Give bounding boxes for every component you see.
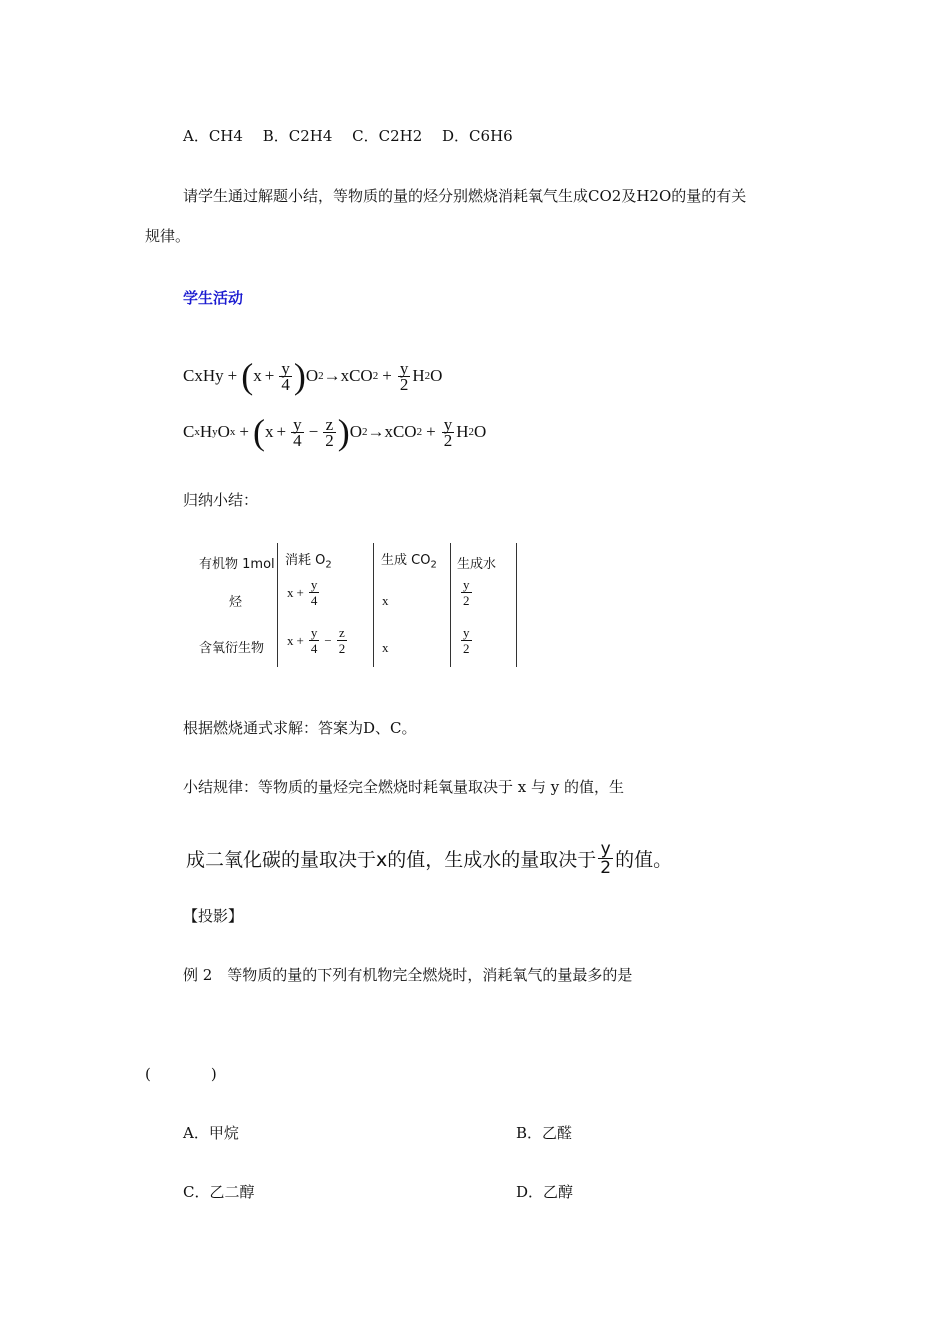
- choice-a: A．甲烷: [183, 1124, 239, 1142]
- choice-c: C．乙二醇: [183, 1183, 255, 1201]
- combustion-equation-oxygenated: C x H y O x + ( x + $\frac{y}{4}$ − $\frac{z}{2}$ ) O 2 → x CO 2 + $\frac{y}{2}$ H 2 O: [183, 412, 487, 452]
- rule-line-2: 成二氧化碳的量取决于x的值，生成水的量取决于 $\frac{y}{2}$ 的值。: [186, 838, 673, 878]
- rule-line-1: 小结规律：等物质的量烃完全燃烧时耗氧量取决于 x 与 y 的值，生: [183, 778, 625, 796]
- fraction-y-over-4: $\frac{y}{4}$: [281, 358, 290, 394]
- fraction-y-over-2: $\frac{y}{2}$: [600, 838, 612, 878]
- reaction-arrow: →: [323, 366, 341, 385]
- table-cell-oxygen-hydrocarbon: x + $\frac{y}{4}$: [287, 577, 318, 608]
- summary-table: [195, 543, 525, 668]
- summary-label: 归纳小结：: [183, 491, 259, 509]
- table-divider: [277, 543, 278, 667]
- table-cell-oxygen-oxygenated: x + $\frac{y}{4}$ − $\frac{z}{2}$: [287, 625, 346, 656]
- fraction-y-over-2: $\frac{y}{2}$: [399, 358, 409, 394]
- combustion-equation-hydrocarbon: CxHy + ( x + $\frac{y}{4}$ ) O 2 → x CO 2 + $\frac{y}{2}$ H 2 O: [183, 356, 443, 396]
- table-row-oxygenated-label: 含氧衍生物: [199, 641, 265, 656]
- table-header-oxygen: 消耗 $O_2$: [285, 553, 332, 571]
- table-header-water: 生成水: [457, 557, 497, 572]
- options-line-1: A．CH4 B．C2H4 C．C2H2 D．C6H6: [183, 127, 513, 145]
- table-header-co2: 生成 $CO_2$: [381, 553, 437, 571]
- table-cell-water-hydrocarbon: $\frac{y}{2}$: [463, 577, 470, 608]
- example-2-question: 例 2 等物质的量的下列有机物完全燃烧时，消耗氧气的量最多的是: [183, 966, 633, 984]
- table-row-hydrocarbon-label: 烃: [229, 595, 243, 610]
- intro-line-2: 规律。: [145, 227, 191, 245]
- answer-parentheses: ( ): [145, 1065, 217, 1083]
- table-cell-co2-hydrocarbon: x: [382, 593, 389, 608]
- answer-line: 根据燃烧通式求解：答案为D、C。: [183, 719, 417, 737]
- choice-b: B．乙醛: [516, 1124, 573, 1142]
- activity-heading: 学生活动: [183, 289, 244, 307]
- choice-d: D．乙醇: [516, 1183, 574, 1201]
- table-divider: [373, 543, 374, 667]
- table-cell-co2-oxygenated: x: [382, 640, 389, 655]
- table-divider: [516, 543, 517, 667]
- intro-line-1: 请学生通过解题小结，等物质的量的烃分别燃烧消耗氧气生成CO2及H2O的量的有关: [183, 187, 747, 205]
- table-header-compound: 有机物 1mol: [199, 557, 275, 572]
- table-divider: [450, 543, 451, 667]
- eq1-formula: CxHy: [183, 366, 224, 385]
- projection-label: 【投影】: [183, 907, 244, 925]
- table-cell-water-oxygenated: $\frac{y}{2}$: [463, 625, 470, 656]
